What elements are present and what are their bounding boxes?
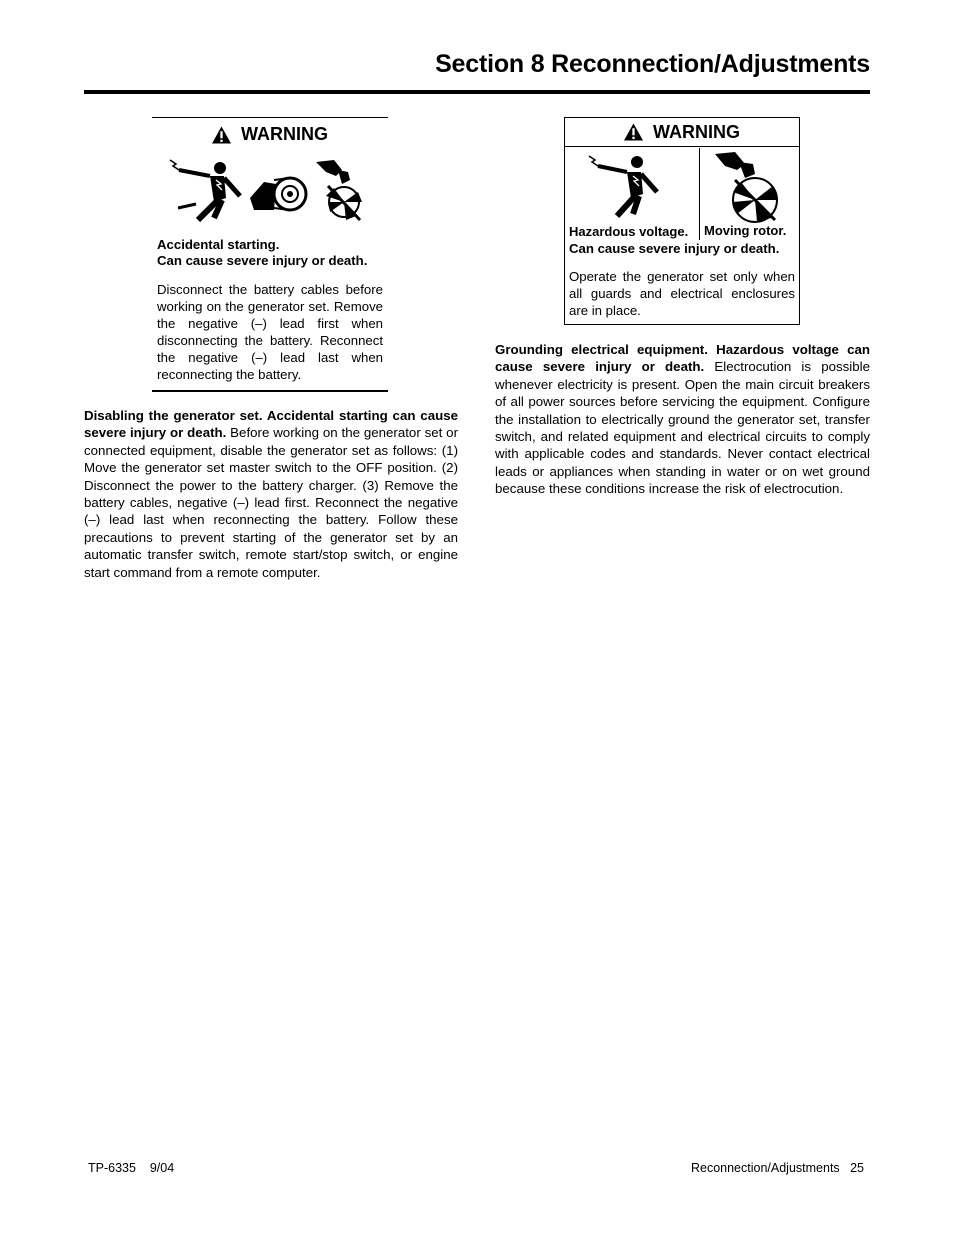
paragraph-lead: Disabling the generator set. Accidental starting can cause severe injury or death. — [84, 408, 458, 441]
warning-body-text: Operate the generator set only when all guards and electrical enclosures are in place. — [569, 269, 795, 318]
warning-triangle-icon — [212, 126, 231, 144]
hazard-name: Accidental starting. — [157, 237, 280, 252]
footer-doc-id: TP-6335 9/04 — [88, 1161, 175, 1175]
warning-body-text: Disconnect the battery cables before working on the generator set. Remove the negative (–) lead first when disconnecting the battery. Reconnect the negative (–) lead last when reconnecting the battery. — [157, 282, 383, 382]
paragraph-grounding-equipment — [495, 341, 870, 498]
warning-heading-text: WARNING — [241, 124, 328, 144]
label-hazardous-voltage: Hazardous voltage. — [569, 224, 689, 239]
prohibited-hand-icon — [316, 160, 362, 220]
electric-shock-icon — [587, 150, 667, 220]
moving-parts-icon — [250, 178, 306, 210]
warning-box-voltage-rotor — [564, 117, 800, 325]
hazard-severity: Can cause severe injury or death. — [157, 253, 368, 268]
paragraph-lead: Grounding electrical equipment. Hazardous voltage can cause severe injury or death. — [495, 342, 870, 375]
pictogram-divider — [699, 148, 700, 240]
paragraph-text: Electrocution is possible whenever electricity is present. Open the main circuit breakers of all power sources before servicing the equipment. Configure the installation to electrically ground the generator set, transfer switch, and related equipment and electrical circuits to comply with applicable codes and standards. Never contact electrical leads or appliances when standing in water or on wet ground because these conditions increase the risk of electrocution. — [495, 359, 870, 497]
hazard-title — [157, 237, 385, 269]
warning-triangle-icon — [624, 123, 643, 141]
warning-heading-text: WARNING — [653, 121, 740, 142]
section-title: Section 8 Reconnection/Adjustments — [435, 50, 870, 78]
hazard-pictograms — [166, 158, 376, 224]
warning-heading — [152, 124, 388, 145]
paragraph-disabling-generator — [84, 407, 458, 581]
paragraph-text: Before working on the generator set or connected equipment, disable the generator set as follows: (1) Move the generator set master switch to the OFF position. (2) Disconnect the power to the battery charger. (3) Remove the battery cables, negative (–) lead first. Reconnect the negative (–) lead last when reconnecting the battery. Follow these precautions to prevent starting of the generator set by an automatic transfer switch, remote start/stop switch, or engine start command from a remote computer. — [84, 425, 458, 580]
warning-box-accidental-starting — [152, 117, 388, 392]
hazard-severity: Can cause severe injury or death. — [569, 241, 780, 256]
electric-shock-icon — [170, 160, 240, 220]
warning-heading — [565, 118, 799, 147]
footer-page-label: Reconnection/Adjustments 25 — [690, 1161, 864, 1175]
label-moving-rotor: Moving rotor. — [704, 223, 787, 238]
title-rule — [84, 90, 870, 94]
moving-rotor-icon — [713, 150, 787, 226]
